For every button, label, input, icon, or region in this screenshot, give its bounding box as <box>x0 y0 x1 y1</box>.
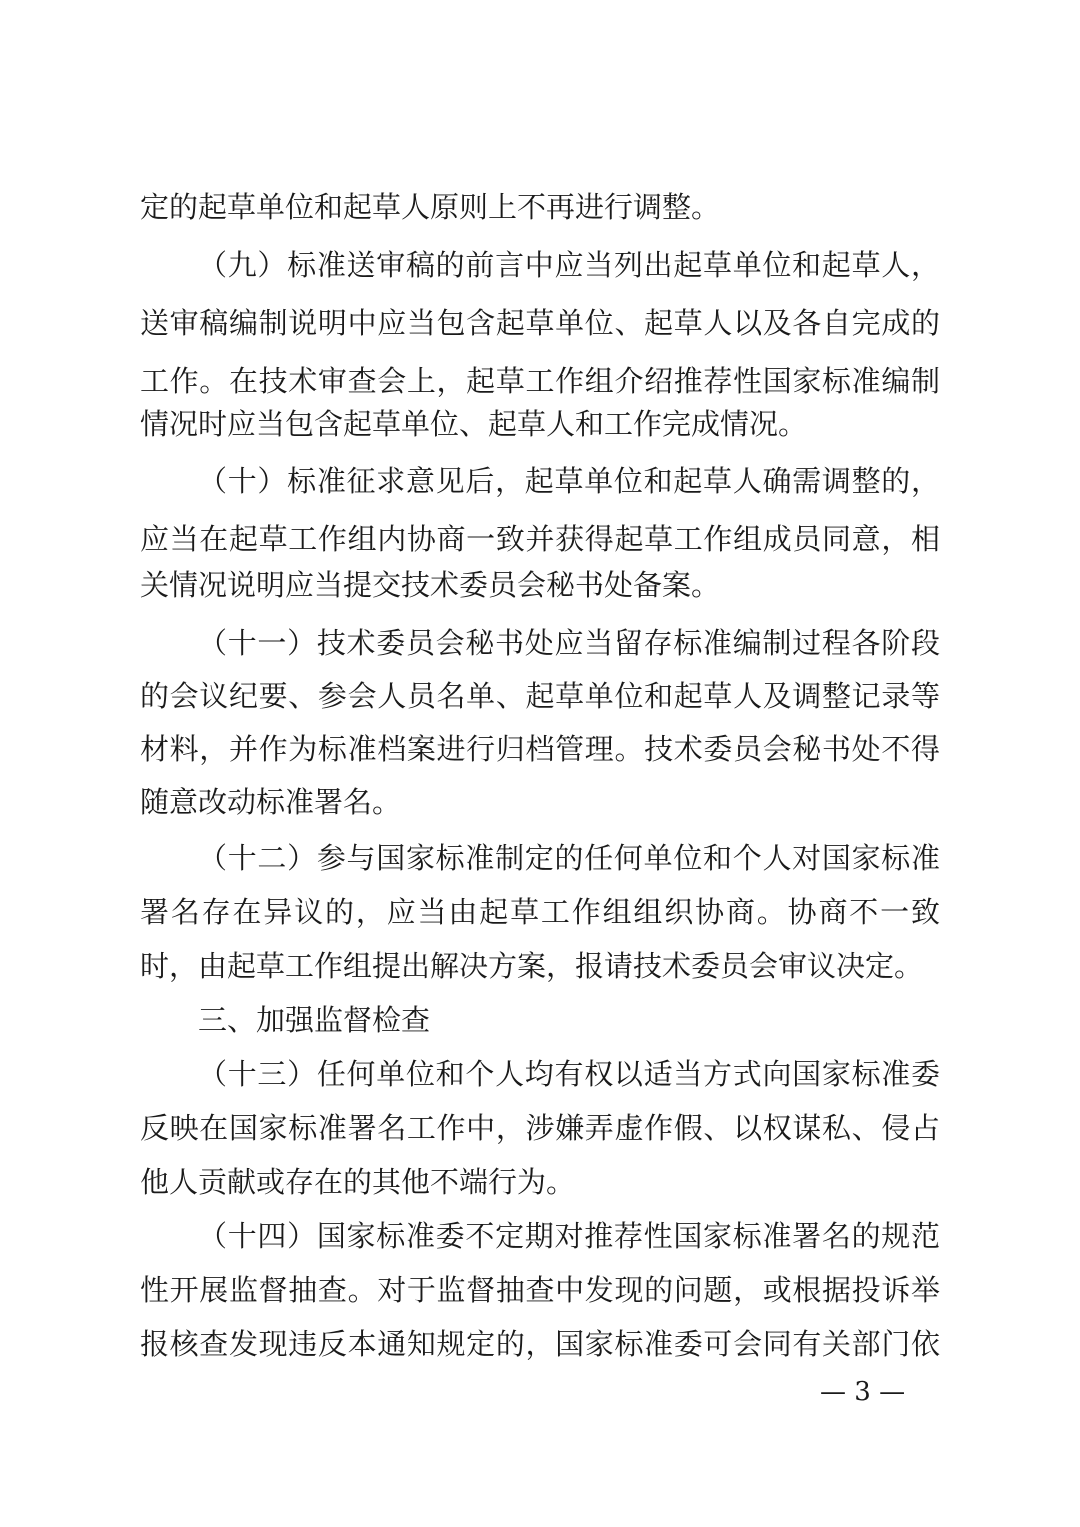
paragraph-10-line-1: （十）标准征求意见后，起草单位和起草人确需调整的， <box>198 464 940 498</box>
page-number: — 3 — <box>820 1377 906 1407</box>
paragraph-14-line-3: 报核查发现违反本通知规定的，国家标准委可会同有关部门依 <box>140 1327 940 1361</box>
paragraph-13-line-3: 他人贡献或存在的其他不端行为。 <box>140 1165 576 1199</box>
paragraph-10-line-2: 应当在起草工作组内协商一致并获得起草工作组成员同意，相 <box>140 522 940 556</box>
paragraph-12-line-2: 署名存在异议的，应当由起草工作组组织协商。协商不一致 <box>140 895 940 929</box>
paragraph-14-line-1: （十四）国家标准委不定期对推荐性国家标准署名的规范 <box>198 1219 940 1253</box>
section-heading: 三、加强监督检查 <box>198 1003 431 1037</box>
paragraph-11-line-2: 的会议纪要、参会人员名单、起草单位和起草人及调整记录等 <box>140 679 940 713</box>
paragraph-11-line-3: 材料，并作为标准档案进行归档管理。技术委员会秘书处不得 <box>140 732 940 766</box>
paragraph-13-line-2: 反映在国家标准署名工作中，涉嫌弄虚作假、以权谋私、侵占 <box>140 1111 940 1145</box>
paragraph-11-line-4: 随意改动标准署名。 <box>140 785 402 819</box>
paragraph-13-line-1: （十三）任何单位和个人均有权以适当方式向国家标准委 <box>198 1057 940 1091</box>
paragraph-14-line-2: 性开展监督抽查。对于监督抽查中发现的问题，或根据投诉举 <box>140 1273 940 1307</box>
paragraph-11-line-1: （十一）技术委员会秘书处应当留存标准编制过程各阶段 <box>198 626 940 660</box>
paragraph-12-line-1: （十二）参与国家标准制定的任何单位和个人对国家标准 <box>198 841 940 875</box>
text-line-1: 定的起草单位和起草人原则上不再进行调整。 <box>140 190 721 224</box>
paragraph-10-line-3: 关情况说明应当提交技术委员会秘书处备案。 <box>140 568 721 602</box>
paragraph-9-line-2: 送审稿编制说明中应当包含起草单位、起草人以及各自完成的 <box>140 306 940 340</box>
paragraph-9-line-3: 工作。在技术审查会上，起草工作组介绍推荐性国家标准编制 <box>140 364 940 398</box>
paragraph-12-line-3: 时，由起草工作组提出解决方案，报请技术委员会审议决定。 <box>140 949 924 983</box>
paragraph-9-line-1: （九）标准送审稿的前言中应当列出起草单位和起草人， <box>198 248 940 282</box>
paragraph-9-line-4: 情况时应当包含起草单位、起草人和工作完成情况。 <box>140 407 808 441</box>
